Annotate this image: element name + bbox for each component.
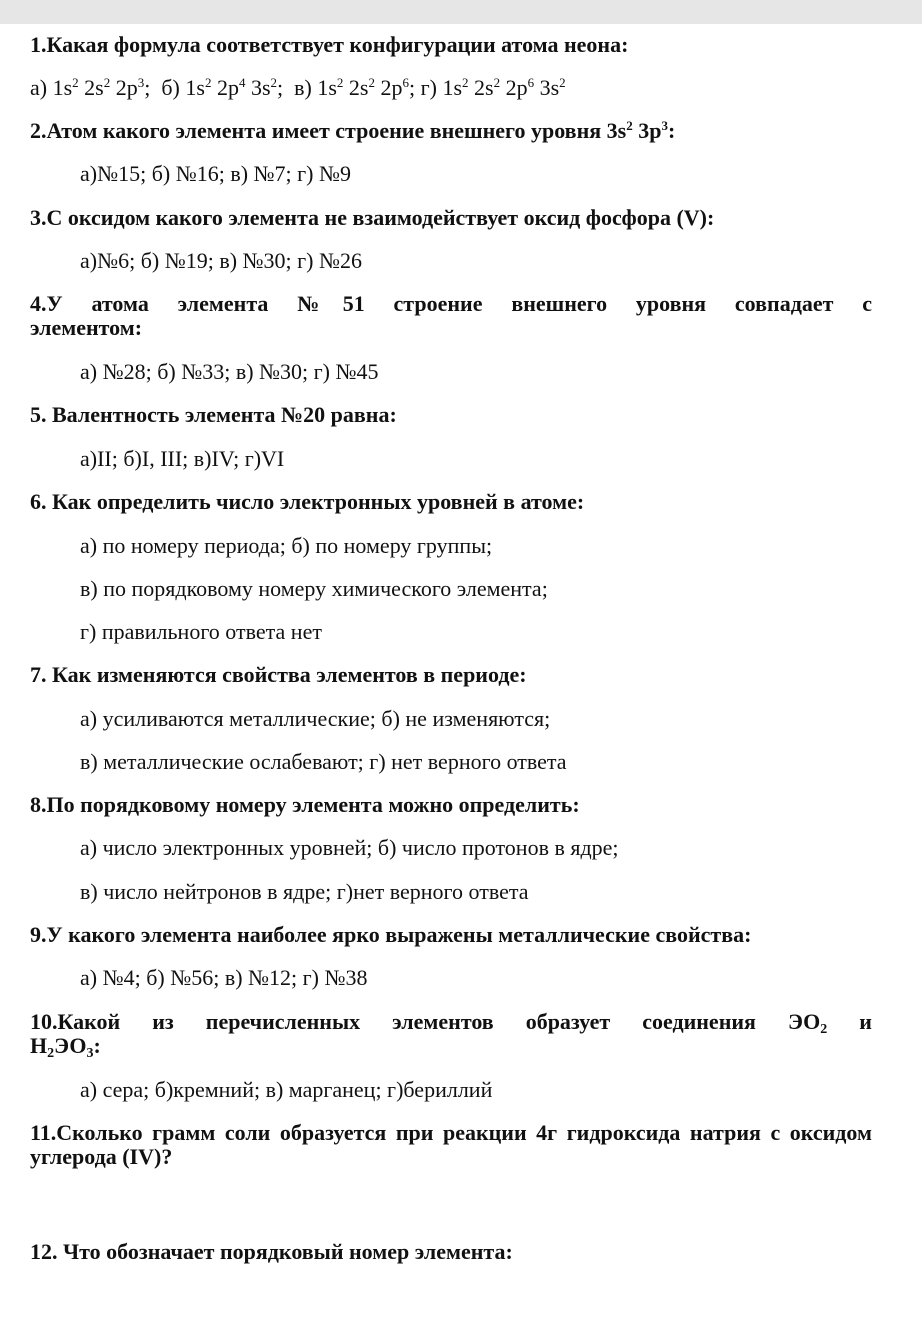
- answer-d-label: г): [420, 75, 437, 100]
- superscript: 2: [626, 118, 633, 133]
- question-5-answers: [80, 447, 284, 471]
- question-10-line-2: [30, 1033, 101, 1061]
- question-6-answer-1: а) по номеру периода; б) по номеру группы;: [80, 533, 493, 558]
- question-6-answer-3: г) правильного ответа нет: [80, 619, 322, 644]
- question-4-line-1: 4.У атома элемента №51 строение внешнего уровня совпадает с: [30, 291, 872, 316]
- question-10-text: 10.Какой из перечисленных элементов образует соединения ЭО: [30, 1009, 821, 1034]
- formula-colon: :: [93, 1033, 101, 1058]
- question-2: [30, 119, 675, 143]
- question-6-answer-2: в) по порядковому номеру химического элемента;: [80, 576, 548, 601]
- question-8: [30, 793, 580, 817]
- subscript: 2: [47, 1046, 55, 1061]
- question-5: [30, 403, 397, 427]
- question-11-text: 11.Сколько грамм соли образуется при реакции 4г гидроксида натрия с оксидом углерода (IV)?: [30, 1120, 872, 1169]
- question-2-text: 2.Атом какого элемента имеет строение внешнего уровня 3s: [30, 118, 627, 143]
- question-10-answer-text: а) сера; б)кремний; в) марганец; г)бериллий: [80, 1077, 493, 1102]
- question-7-answer-2: в) металлические ослабевают; г) нет верного ответа: [80, 749, 567, 774]
- question-1-answers: а) $1s^2$ $2s^2$ $2p^3$; б) $1s^2$ $2p^4$ $3s^2$; в) $1s^2$ $2s^2$ $2p^6$; г) $1s^2$ $2s^2$ $2p^6$ $3s^2$: [30, 75, 566, 100]
- question-4-answers: [80, 360, 378, 384]
- question-7-answer-1: а) усиливаются металлические; б) не изменяются;: [80, 706, 551, 731]
- question-5-text: 5. Валентность элемента №20 равна:: [30, 402, 397, 427]
- question-10-and: и: [827, 1009, 872, 1034]
- question-8-answer-2: в) число нейтронов в ядре; г)нет верного ответа: [80, 879, 529, 904]
- question-7: [30, 663, 527, 687]
- question-9-answers: [80, 966, 367, 990]
- question-2-answer-text: а)№15; б) №16; в) №7; г) №9: [80, 161, 351, 186]
- question-12-text: 12. Что обозначает порядковый номер элемента:: [30, 1239, 513, 1264]
- question-2-text-end: :: [667, 118, 676, 143]
- question-3-text: 3.С оксидом какого элемента не взаимодействует оксид фосфора (V):: [30, 205, 715, 230]
- question-4-line-2: элементом:: [30, 315, 143, 340]
- question-10-line-1: [30, 1009, 872, 1037]
- question-2-text-mid: 3p: [632, 118, 662, 143]
- question-1: [30, 33, 628, 57]
- superscript: 3: [661, 118, 668, 133]
- answer-c-label: в): [294, 75, 312, 100]
- question-1-text: 1.Какая формула соответствует конфигурации атома неона:: [30, 32, 629, 57]
- formula-h: H: [30, 1033, 48, 1058]
- question-3: [30, 206, 714, 230]
- question-9-answer-text: а) №4; б) №56; в) №12; г) №38: [80, 965, 368, 990]
- question-5-answer-text: а)II; б)I, III; в)IV; г)VI: [80, 446, 285, 471]
- question-10-line-1-text: [30, 1009, 872, 1037]
- question-6-text: 6. Как определить число электронных уровней в атоме:: [30, 489, 585, 514]
- question-3-answers: [80, 249, 362, 273]
- answer-a-label: а): [30, 75, 48, 100]
- question-8-text: 8.По порядковому номеру элемента можно определить:: [30, 792, 580, 817]
- question-11: [30, 1121, 872, 1169]
- question-2-answers: [80, 162, 351, 186]
- question-9-text: 9.У какого элемента наиболее ярко выражены металлические свойства:: [30, 922, 752, 947]
- question-10-answers: [80, 1078, 492, 1102]
- question-8-answer-1: а) число электронных уровней; б) число протонов в ядре;: [80, 835, 619, 860]
- question-12: [30, 1240, 513, 1264]
- question-4-answer-text: а) №28; б) №33; в) №30; г) №45: [80, 359, 379, 384]
- question-9: [30, 923, 751, 947]
- answer-b-label: б): [161, 75, 180, 100]
- question-6: [30, 490, 584, 514]
- subscript: 3: [86, 1046, 94, 1061]
- subscript: 2: [820, 1022, 828, 1037]
- question-3-answer-text: а)№6; б) №19; в) №30; г) №26: [80, 248, 362, 273]
- question-7-text: 7. Как изменяются свойства элементов в периоде:: [30, 662, 527, 687]
- formula-eo: ЭО: [54, 1033, 87, 1058]
